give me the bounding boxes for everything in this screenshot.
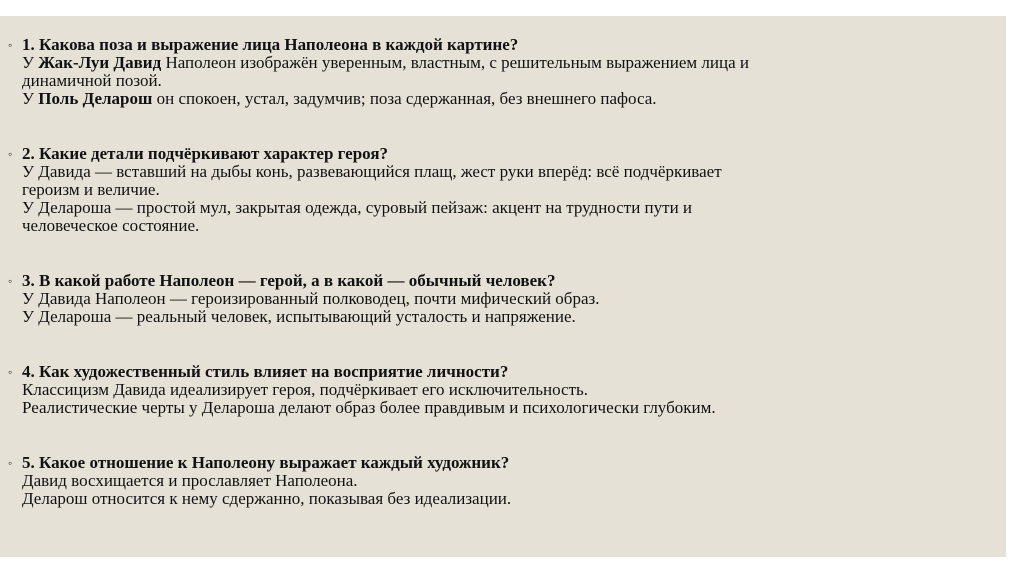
answer-text: он спокоен, устал, задумчив; поза сдержанная, без внешнего пафоса.: [152, 89, 657, 108]
question-heading: 4. Как художественный стиль влияет на восприятие личности?: [22, 362, 509, 381]
bullet-icon: ◦: [8, 274, 13, 288]
artist-name: Жак-Луи Давид: [38, 53, 162, 72]
answer-line: героизм и величие.: [22, 180, 160, 199]
list-item: [8, 454, 968, 508]
answer-line: динамичной позой.: [22, 71, 162, 90]
list-item: [8, 363, 968, 417]
answer-line: Давид восхищается и прославляет Наполеона.: [22, 471, 358, 490]
answer-line: человеческое состояние.: [22, 216, 200, 235]
answer-text: Наполеон изображён уверенным, властным, с решительным выражением лица и: [161, 53, 749, 72]
question-heading: 2. Какие детали подчёркивают характер героя?: [22, 144, 389, 163]
bullet-icon: ◦: [8, 38, 13, 52]
answer-line: У Делароша — реальный человек, испытывающий усталость и напряжение.: [22, 307, 576, 326]
list-item: [8, 145, 968, 235]
question-heading: 5. Какое отношение к Наполеону выражает каждый художник?: [22, 453, 510, 472]
answer-line: У Делароша — простой мул, закрытая одежда, суровый пейзаж: акцент на трудности пути и: [22, 198, 693, 217]
bullet-icon: ◦: [8, 456, 13, 470]
slide: [0, 16, 1006, 557]
question-heading: 1. Какова поза и выражение лица Наполеона в каждой картине?: [22, 35, 519, 54]
bullet-icon: ◦: [8, 147, 13, 161]
bullet-icon: ◦: [8, 365, 13, 379]
answer-line: Реалистические черты у Делароша делают образ более правдивым и психологически глубоким.: [22, 398, 716, 417]
list-item: [8, 36, 968, 108]
list-item: [8, 272, 968, 326]
answer-line: У Давида — вставший на дыбы конь, развевающийся плащ, жест руки вперёд: всё подчёркивает: [22, 162, 722, 181]
answer-line: [22, 54, 968, 72]
question-heading: 3. В какой работе Наполеон — герой, а в какой — обычный человек?: [22, 271, 556, 290]
answer-line: [22, 90, 968, 108]
answer-text: У: [22, 53, 39, 72]
artist-name: Поль Деларош: [38, 89, 153, 108]
answer-text: У: [22, 89, 39, 108]
answer-line: У Давида Наполеон — героизированный полководец, почти мифический образ.: [22, 289, 600, 308]
answer-line: Классицизм Давида идеализирует героя, подчёркивает его исключительность.: [22, 380, 589, 399]
answer-line: Деларош относится к нему сдержанно, показывая без идеализации.: [22, 489, 512, 508]
slide-content: [8, 36, 968, 508]
